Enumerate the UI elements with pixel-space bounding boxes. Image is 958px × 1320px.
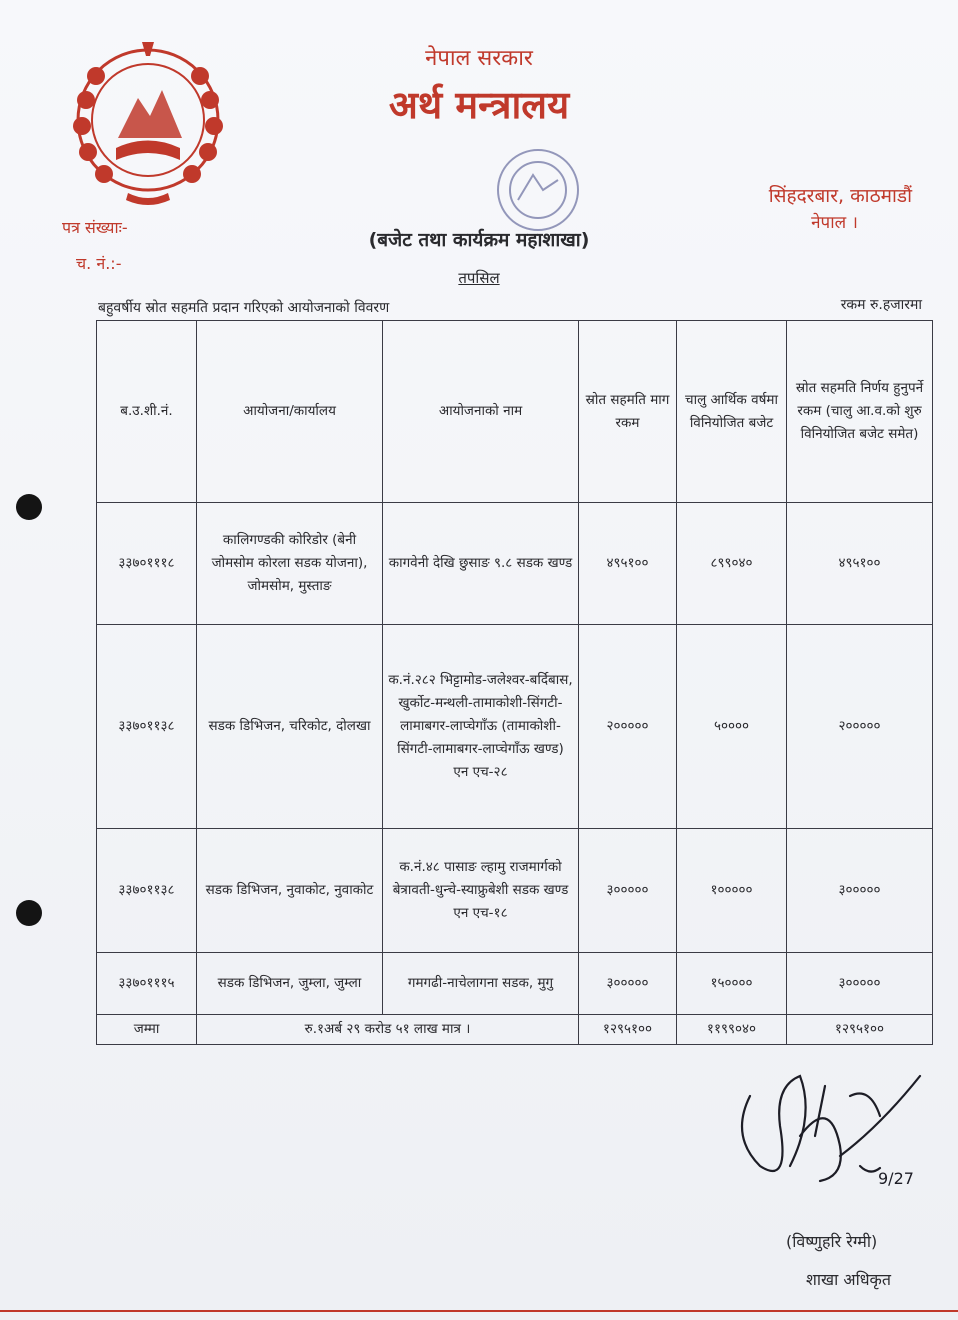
table-cell: ३३७०१११८ <box>97 503 197 625</box>
address-line-2: नेपाल । <box>811 213 858 233</box>
column-header: स्रोत सहमति माग रकम <box>579 321 677 503</box>
column-header: ब.उ.शी.नं. <box>97 321 197 503</box>
table-cell: ३३७०१११५ <box>97 953 197 1015</box>
table-row <box>97 953 933 1015</box>
table-total-row <box>97 1015 933 1045</box>
column-header: आयोजनाको नाम <box>383 321 579 503</box>
table-cell: १५०००० <box>677 953 787 1015</box>
table-cell: क.नं.२८२ भिट्टामोड-जलेश्वर-बर्दिबास, खुर्कोट-मन्थली-तामाकोशी-सिंगटी-लामाबगर-लाप्चेगाँऊ (तामाकोशी-सिंगटी-लामाबगर-लाप्चेगाँऊ खण्ड) एन एच-२८ <box>383 625 579 829</box>
table-header-row <box>97 321 933 503</box>
table-cell: २००००० <box>787 625 933 829</box>
table-cell: ८९९०४० <box>677 503 787 625</box>
table-cell: सडक डिभिजन, चरिकोट, दोलखा <box>197 625 383 829</box>
total-demand: १२९५१०० <box>579 1015 677 1045</box>
table-cell: ३००००० <box>787 953 933 1015</box>
signature-date: 9/27 <box>878 1169 914 1188</box>
schedule-label: तपसिल <box>458 269 500 287</box>
column-header: स्रोत सहमति निर्णय हुनुपर्ने रकम (चालु आ.व.को शुरु विनियोजित बजेट समेत) <box>787 321 933 503</box>
projects-table <box>96 320 933 1045</box>
signatory-title: शाखा अधिकृत <box>806 1270 891 1289</box>
total-in-words: रु.१अर्ब २९ करोड ५१ लाख मात्र । <box>197 1015 579 1045</box>
table-cell: ३३७०११३८ <box>97 829 197 953</box>
column-header: आयोजना/कार्यालय <box>197 321 383 503</box>
table-cell: ३००००० <box>579 829 677 953</box>
table-cell: सडक डिभिजन, जुम्ला, जुम्ला <box>197 953 383 1015</box>
table-cell: ५०००० <box>677 625 787 829</box>
table-cell: ३००००० <box>579 953 677 1015</box>
footer-rule <box>0 1310 958 1312</box>
division-heading: (बजेट तथा कार्यक्रम महाशाखा) <box>368 229 590 251</box>
letter-number-label: पत्र संख्याः- <box>62 218 128 237</box>
table-cell: सडक डिभिजन, नुवाकोट, नुवाकोट <box>197 829 383 953</box>
table-cell: ४९५१०० <box>787 503 933 625</box>
ministry-title: अर्थ मन्त्रालय <box>388 83 570 127</box>
table-cell: १००००० <box>677 829 787 953</box>
handwritten-signature <box>720 1056 940 1206</box>
address-line-1: सिंहदरबार, काठमाडौं <box>768 185 912 207</box>
total-current-budget: ११९९०४० <box>677 1015 787 1045</box>
table-cell: ३००००० <box>787 829 933 953</box>
table-row <box>97 503 933 625</box>
table-cell: क.नं.४८ पासाङ ल्हामु राजमार्गको बेत्रावती-धुन्चे-स्याफ्रुबेशी सडक खण्ड एन एच-१८ <box>383 829 579 953</box>
table-row <box>97 829 933 953</box>
table-description: बहुवर्षीय स्रोत सहमति प्रदान गरिएको आयोजनाको विवरण <box>98 300 390 316</box>
dispatch-number-label: च. नं.:- <box>76 254 122 273</box>
table-cell: २००००० <box>579 625 677 829</box>
total-label: जम्मा <box>97 1015 197 1045</box>
table-cell: ३३७०११३८ <box>97 625 197 829</box>
signatory-name: (विष्णुहरि रेग्मी) <box>786 1232 878 1251</box>
table-cell: ४९५१०० <box>579 503 677 625</box>
amount-units-note: रकम रु.हजारमा <box>840 297 922 313</box>
table-cell: गमगढी-नाचेलागना सडक, मुगु <box>383 953 579 1015</box>
column-header: चालु आर्थिक वर्षमा विनियोजित बजेट <box>677 321 787 503</box>
table-row <box>97 625 933 829</box>
punch-hole <box>16 494 42 520</box>
table-cell: कागवेनी देखि छुसाङ ९.८ सडक खण्ड <box>383 503 579 625</box>
total-decision-amount: १२९५१०० <box>787 1015 933 1045</box>
government-heading: नेपाल सरकार <box>425 46 533 71</box>
punch-hole <box>16 900 42 926</box>
table-cell: कालिगण्डकी कोरिडोर (बेनी जोमसोम कोरला सडक योजना), जोमसोम, मुस्ताङ <box>197 503 383 625</box>
